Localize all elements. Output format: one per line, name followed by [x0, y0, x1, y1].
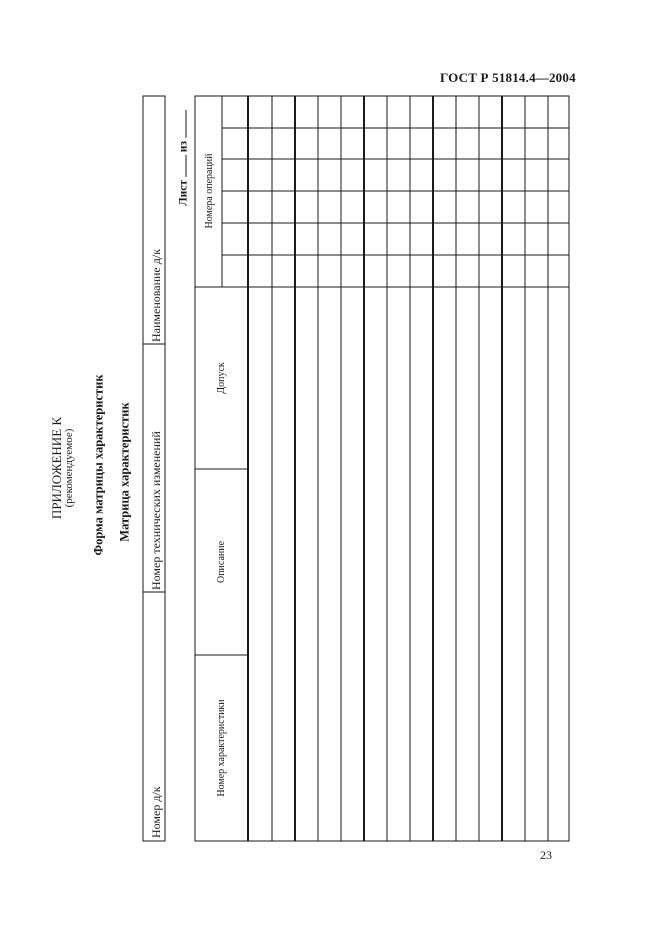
characteristic-number-header: Номер характеристики: [216, 699, 227, 797]
form-title: Форма матрицы характеристик: [91, 374, 106, 556]
appendix-title: ПРИЛОЖЕНИЕ К: [49, 416, 64, 520]
operation-numbers-header: Номера операций: [204, 153, 215, 229]
table-border: [195, 96, 569, 841]
characteristics-table: [195, 96, 569, 841]
change-number-label: Номер технических изменений: [149, 431, 163, 590]
top-info-strip: [143, 96, 165, 841]
sheet-of-label: из: [177, 140, 190, 153]
document-header: ГОСТ Р 51814.4—2004: [440, 70, 576, 85]
part-name-label: Наименование д/к: [149, 248, 163, 342]
description-header: Описание: [216, 540, 227, 584]
tolerance-header: Допуск: [216, 362, 227, 394]
matrix-title: Матрица характеристик: [117, 402, 132, 542]
sheet-label: Лист: [177, 179, 190, 206]
part-number-label: Номер д/к: [149, 786, 163, 838]
page-number: 23: [540, 848, 552, 862]
appendix-subtitle: (рекомендуемое): [63, 428, 75, 508]
